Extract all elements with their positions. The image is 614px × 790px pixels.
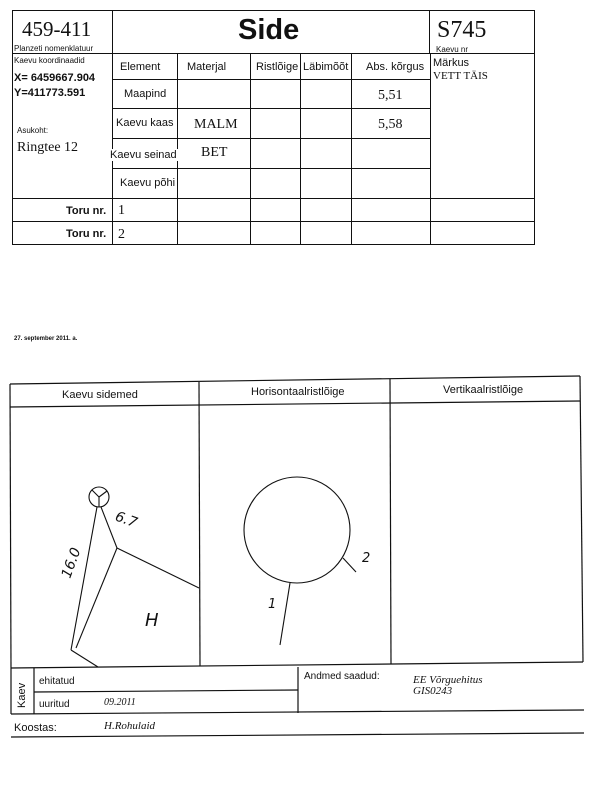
pipe-label-1: Toru nr.: [66, 205, 107, 217]
surveyed-value: 09.2011: [104, 697, 136, 708]
manhole-circle: [244, 477, 350, 583]
col-header-element: Element: [120, 61, 161, 73]
remarks-value: VETT TÄIS: [433, 70, 488, 82]
sketch-mark-h: H: [145, 610, 159, 631]
col-header-diameter: Läbimõõt: [303, 61, 349, 73]
material-kaas: MALM: [194, 117, 238, 132]
panel-title-connections: Kaevu sidemed: [62, 389, 138, 401]
planzet-code: 459-411: [22, 17, 92, 41]
panel-title-horizontal: Horisontaalristlõige: [251, 386, 345, 398]
height-maapind: 5,51: [378, 88, 403, 103]
pipe-mark-2: 2: [362, 551, 371, 566]
height-kaas: 5,58: [378, 117, 403, 132]
pipe-value-2: 2: [118, 227, 125, 242]
sketch-dist-67: 6.7: [112, 508, 140, 532]
data-from-value-1: EE Võrguehitus: [413, 674, 483, 686]
coord-y: Y=411773.591: [14, 87, 86, 99]
sketch-dist-16: 16.0: [58, 545, 85, 581]
pipe-line-1: [280, 583, 290, 645]
document-date: 27. september 2011. a.: [14, 336, 78, 342]
data-from-value-2: GIS0243: [413, 685, 453, 697]
row-label-seinad: Kaevu seinad: [110, 149, 177, 161]
data-from-label: Andmed saadud:: [304, 671, 380, 682]
pipe-label-2: Toru nr.: [66, 228, 107, 240]
coord-x: X= 6459667.904: [14, 72, 96, 84]
coords-label: Kaevu koordinaadid: [14, 56, 85, 65]
col-header-section: Ristlõige: [256, 61, 299, 73]
built-label: ehitatud: [39, 676, 75, 687]
material-seinad: BET: [201, 145, 228, 160]
pipe-value-1: 1: [118, 203, 125, 218]
row-label-maapind: Maapind: [124, 88, 167, 100]
col-header-height: Abs. kõrgus: [366, 61, 425, 73]
pipe-mark-1: 1: [268, 597, 277, 612]
panel-title-vertical: Vertikaalristlõige: [443, 384, 524, 396]
location-label: Asukoht:: [17, 126, 49, 135]
row-label-pohi: Kaevu põhi: [120, 177, 176, 189]
page-title: Side: [238, 14, 300, 46]
remarks-label: Märkus: [433, 57, 470, 69]
col-header-material: Materjal: [187, 61, 227, 73]
manhole-number: S745: [437, 17, 487, 43]
author-label: Koostas:: [14, 722, 57, 734]
surveyed-label: uuritud: [39, 699, 70, 710]
manhole-label: Kaevu nr: [436, 45, 469, 54]
author-value: H.Rohulaid: [104, 720, 156, 732]
footer-side-label: Kaev: [16, 682, 28, 708]
pipe-line-2: [343, 558, 356, 572]
row-label-kaas: Kaevu kaas: [116, 117, 174, 129]
location-value: Ringtee 12: [17, 140, 79, 155]
planzet-label: Planzeti nomenklatuur: [14, 44, 94, 53]
